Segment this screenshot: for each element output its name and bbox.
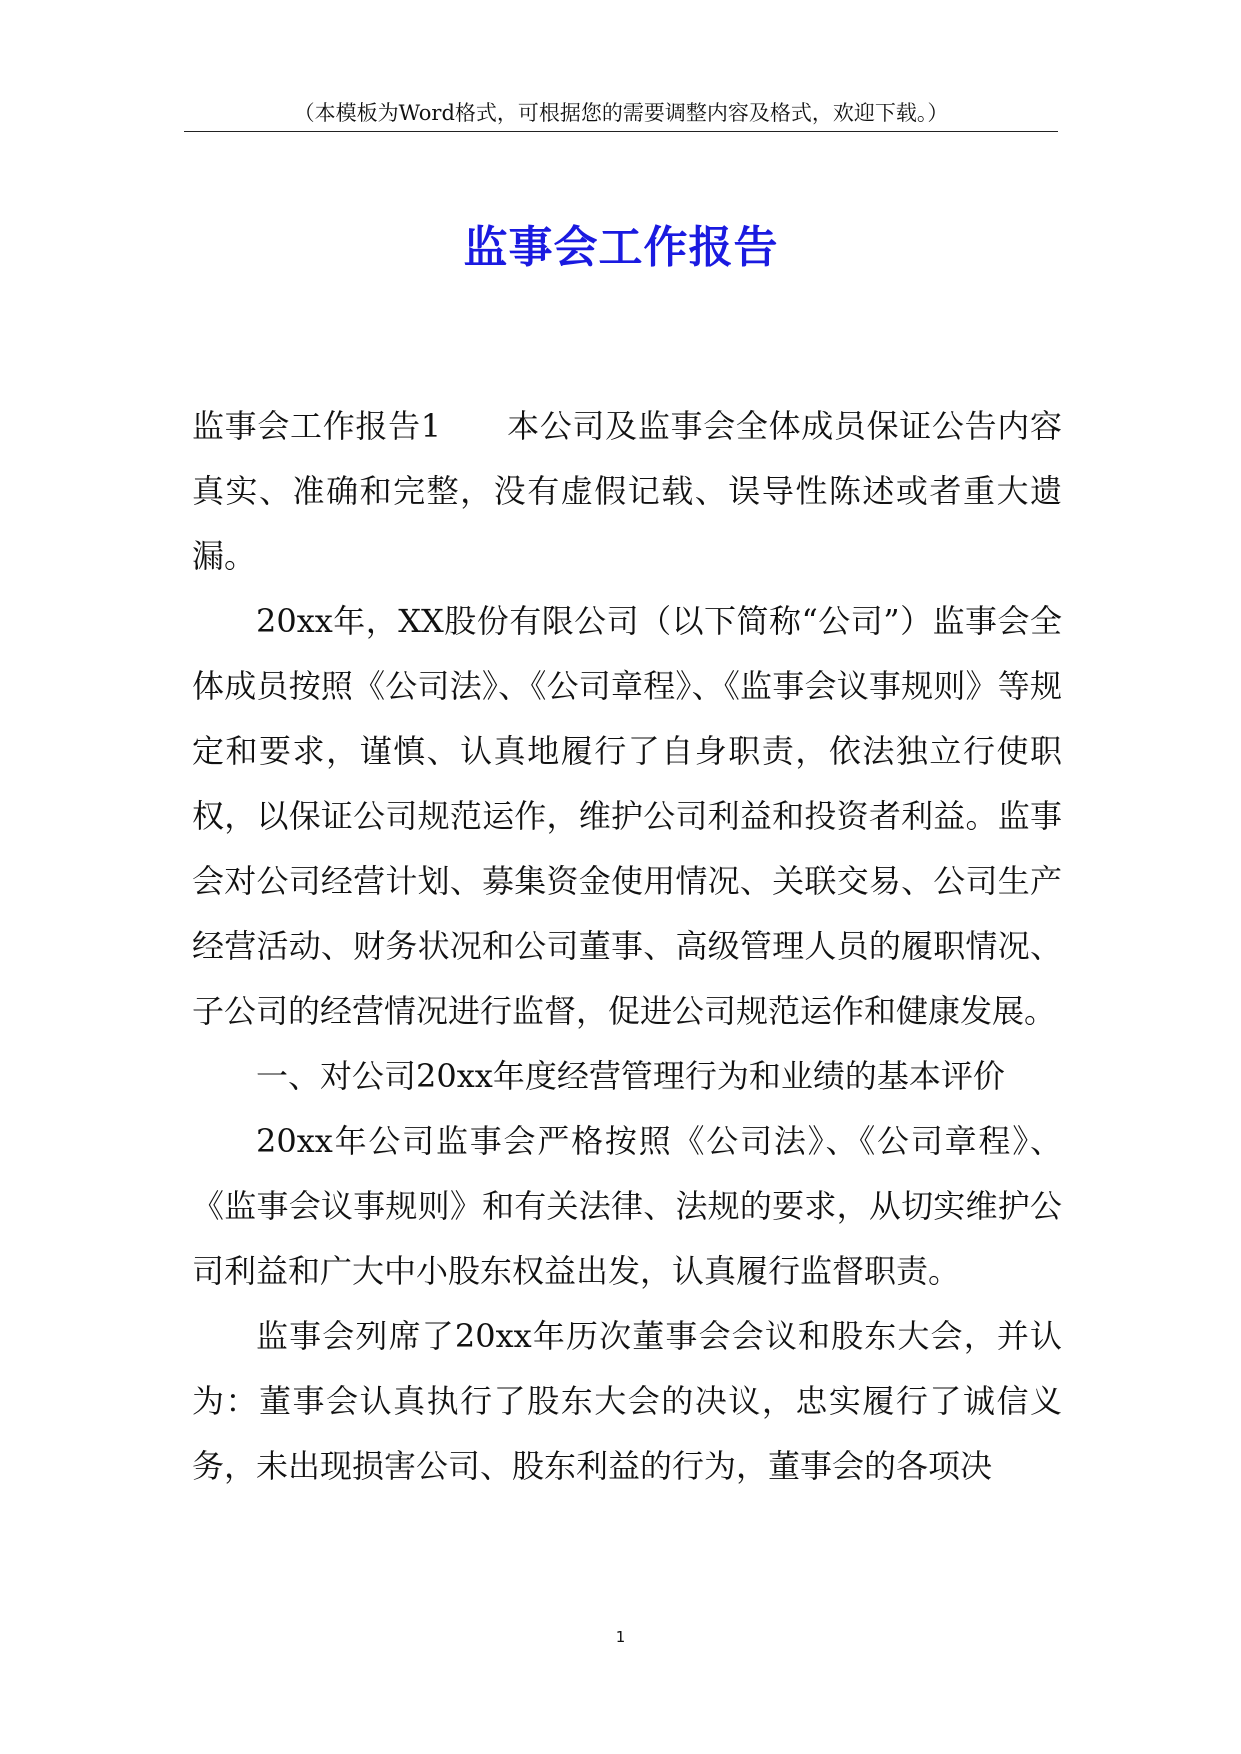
paragraph-board-meetings: 监事会列席了20xx年历次董事会会议和股东大会，并认为：董事会认真执行了股东大会的决议，忠实履行了诚信义务，未出现损害公司、股东利益的行为，董事会的各项决 <box>192 1317 1062 1485</box>
header-note: （本模板为Word格式，可根据您的需要调整内容及格式，欢迎下载。） <box>293 101 949 125</box>
document-body <box>192 394 1062 1499</box>
paragraph-intro: 监事会工作报告1 本公司及监事会全体成员保证公告内容真实、准确和完整，没有虚假记载、误导性陈述或者重大遗漏。 <box>192 407 1062 575</box>
page-number: 1 <box>615 1628 626 1646</box>
header-divider <box>184 131 1058 132</box>
paragraph-supervision: 20xx年公司监事会严格按照《公司法》、《公司章程》、《监事会议事规则》和有关法律、法规的要求，从切实维护公司利益和广大中小股东权益出发，认真履行监督职责。 <box>192 1122 1062 1290</box>
section-heading-1: 一、对公司20xx年度经营管理行为和业绩的基本评价 <box>256 1057 1005 1095</box>
paragraph-overview: 20xx年，XX股份有限公司（以下简称“公司”）监事会全体成员按照《公司法》、《公司章程》、《监事会议事规则》等规定和要求，谨慎、认真地履行了自身职责，依法独立行使职权，以保证公司规范运作，维护公司利益和投资者利益。监事会对公司经营计划、募集资金使用情况、关联交易、公司生产经营活动、财务状况和公司董事、高级管理人员的履职情况、子公司的经营情况进行监督，促进公司规范运作和健康发展。 <box>192 602 1062 1030</box>
document-title: 监事会工作报告 <box>463 222 779 273</box>
